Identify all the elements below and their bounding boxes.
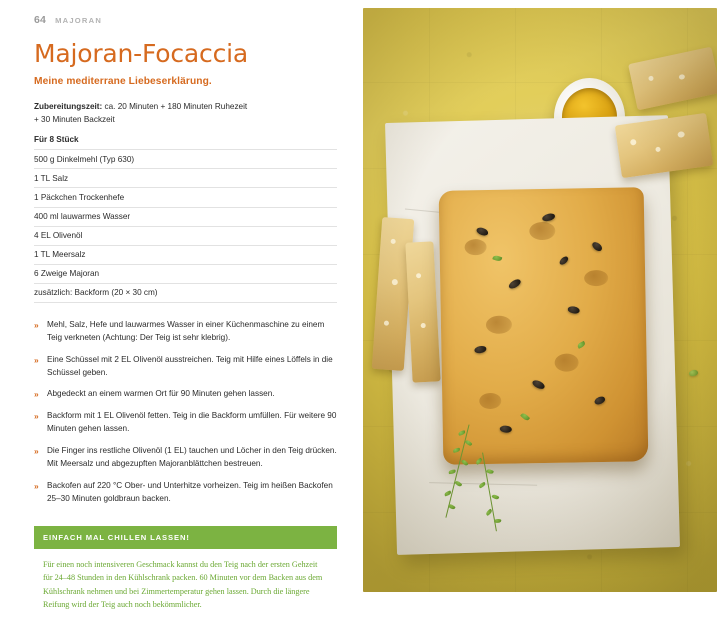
step-text: Backform mit 1 EL Olivenöl fetten. Teig in die Backform umfüllen. Für weitere 90 Minuten gehen lassen. — [47, 411, 337, 434]
list-item — [34, 410, 337, 436]
list-item — [34, 480, 337, 506]
prep-time-value: ca. 20 Minuten + 180 Minuten Ruhezeit — [102, 102, 248, 111]
step-marker-icon: » — [34, 411, 39, 422]
prep-time-block — [34, 101, 337, 126]
prep-time-label: Zubereitungszeit: — [34, 102, 103, 111]
list-item — [34, 388, 337, 401]
tip-box-body: Für einen noch intensiveren Geschmack kannst du den Teig nach der ersten Gehzeit für 24–48 Stunden in den Kühlschrank packen. 60 Minuten vor dem Backen aus dem Kühlschrank nehmen und bei Zimmertemperatur gehen lassen. Durch die längere Reifung wird der Teig auch noch bekömmlicher. — [34, 549, 337, 620]
tip-box — [34, 526, 337, 620]
list-item: 500 g Dinkelmehl (Typ 630) — [34, 150, 337, 169]
recipe-title: Majoran-Focaccia — [34, 39, 248, 68]
list-item: 1 TL Meersalz — [34, 246, 337, 265]
step-text: Die Finger ins restliche Olivenöl (1 EL) tauchen und Löcher in den Teig drücken. Mit Meersalz und abgezupften Majoranblättchen bestreuen. — [47, 446, 337, 469]
step-text: Eine Schüssel mit 2 EL Olivenöl ausstreichen. Teig mit Hilfe eines Löffels in die Schüssel geben. — [47, 354, 333, 377]
recipe-text-page — [0, 0, 363, 609]
list-item — [34, 445, 337, 471]
running-title: MAJORAN — [55, 16, 103, 25]
step-marker-icon: » — [34, 481, 39, 492]
list-item: 4 EL Olivenöl — [34, 227, 337, 246]
step-marker-icon: » — [34, 354, 39, 365]
photo-vignette — [363, 8, 717, 592]
running-head — [34, 14, 337, 26]
prep-time-value-2: + 30 Minuten Backzeit — [34, 114, 115, 124]
ingredient-list — [34, 149, 337, 302]
preparation-steps — [34, 319, 337, 506]
focaccia-photo — [363, 8, 717, 592]
list-item: 1 Päckchen Trockenhefe — [34, 188, 337, 207]
page-number: 64 — [34, 14, 47, 26]
tip-box-header: EINFACH MAL CHILLEN LASSEN! — [34, 526, 337, 549]
list-item: 1 TL Salz — [34, 169, 337, 188]
step-text: Backofen auf 220 °C Ober- und Unterhitze vorheizen. Teig im heißen Backofen 25–30 Minuten goldbraun backen. — [47, 481, 333, 504]
list-item — [34, 319, 337, 345]
step-text: Mehl, Salz, Hefe und lauwarmes Wasser in einer Küchenmaschine zu einem Teig verkneten (Achtung: Der Teig ist sehr klebrig). — [47, 319, 325, 342]
list-item: zusätzlich: Backform (20 × 30 cm) — [34, 284, 337, 303]
recipe-photo-page — [363, 0, 726, 600]
list-item: 400 ml lauwarmes Wasser — [34, 208, 337, 227]
step-marker-icon: » — [34, 389, 39, 400]
step-text: Abgedeckt an einem warmen Ort für 90 Minuten gehen lassen. — [47, 389, 275, 399]
step-marker-icon: » — [34, 446, 39, 457]
list-item — [34, 354, 337, 380]
recipe-subtitle: Meine mediterrane Liebeserklärung. — [34, 76, 212, 87]
recipe-yield: Für 8 Stück — [34, 135, 79, 145]
step-marker-icon: » — [34, 319, 39, 330]
list-item: 6 Zweige Majoran — [34, 265, 337, 284]
